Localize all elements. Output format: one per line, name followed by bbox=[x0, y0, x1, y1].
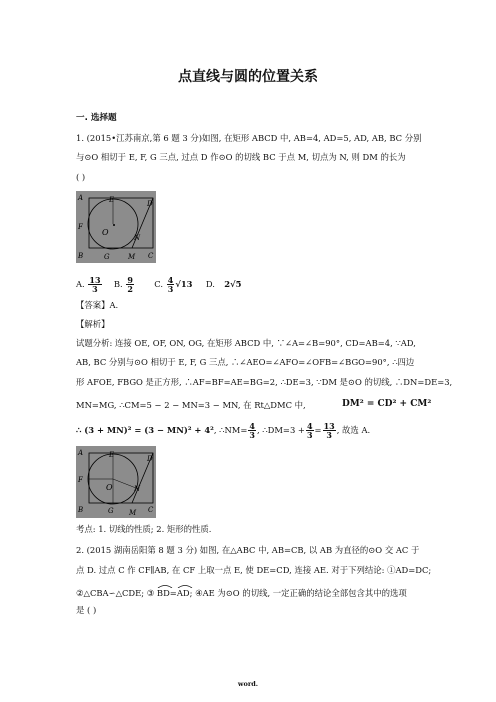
option-c-num: 4 bbox=[167, 275, 174, 285]
option-a-value bbox=[88, 276, 101, 293]
fig1-label-n: N bbox=[134, 234, 141, 242]
fig2-label-d: D bbox=[147, 455, 153, 463]
q2-line-3 bbox=[76, 585, 407, 599]
fig2-label-f: F bbox=[78, 476, 83, 484]
page-title: 点直线与圆的位置关系 bbox=[178, 69, 318, 85]
q1-kaodian: 考点: 1. 切线的性质; 2. 矩形的性质. bbox=[76, 524, 212, 534]
option-c-radical: √13 bbox=[175, 279, 193, 289]
arc-equals: = bbox=[169, 588, 177, 598]
q2-line-3b: ; ④AE 为⊙O 的切线, 一定正确的结论全部包含其中的选项 bbox=[189, 588, 407, 598]
fig1-label-f: F bbox=[78, 223, 83, 231]
q2-line-1: 2. (2015 湖南岳阳第 8 题 3 分) 如图, 在△ABC 中, AB=CB, 以 AB 为直径的⊙O 交 AC 于 bbox=[76, 545, 420, 555]
arc-ad-text: AD bbox=[176, 588, 190, 598]
fig2-label-g: G bbox=[108, 507, 114, 515]
nm-den: 3 bbox=[249, 430, 255, 440]
arc-bd-mark bbox=[157, 584, 173, 588]
q2-line-2: 点 D. 过点 C 作 CF∥AB, 在 CF 上取一点 E, 使 DE=CD, 连接 AE. 对于下列结论: ①AD=DC; bbox=[76, 565, 432, 575]
arc-bd-text: BD bbox=[156, 588, 170, 598]
option-c-frac bbox=[167, 276, 175, 293]
option-c-den: 3 bbox=[167, 284, 174, 294]
fig1-label-e: E bbox=[109, 196, 115, 204]
fig1-label-b: B bbox=[78, 252, 84, 260]
q1-analysis-line-4: MN=MG, ∴CM=5 − 2 − MN=3 − MN, 在 Rt△DMC 中, bbox=[76, 400, 306, 410]
q1-line-3: ( ) bbox=[76, 172, 86, 182]
fig1-label-o: O bbox=[102, 228, 109, 237]
fig2-label-m: M bbox=[129, 509, 137, 517]
q2-line-4: 是 ( ) bbox=[76, 605, 97, 615]
dm-den-1: 3 bbox=[306, 430, 313, 440]
figure-1 bbox=[76, 191, 156, 263]
option-a-den: 3 bbox=[92, 284, 98, 294]
fig2-label-o: O bbox=[106, 483, 113, 492]
page-footer: word. bbox=[237, 680, 259, 688]
arc-bd bbox=[157, 585, 170, 599]
q1-line-2: 与⊙O 相切于 E, F, G 三点, 过点 D 作⊙O 的切线 BC 于点 M, 切点为 N, 则 DM 的长为 bbox=[76, 152, 406, 162]
fig2-label-b: B bbox=[78, 506, 84, 514]
q1-formula-1: DM² = CD² + CM² bbox=[342, 399, 432, 409]
q1-analysis-line-2: AB, BC 分别与⊙O 相切于 E, F, G 三点, ∴∠AEO=∠AFO=∠OFB=∠BGO=90°, ∴四边 bbox=[76, 357, 415, 367]
fig2-label-e: E bbox=[109, 451, 115, 459]
fig1-label-a: A bbox=[78, 194, 84, 202]
nm-fraction bbox=[248, 422, 256, 439]
arc-ad-mark bbox=[177, 584, 193, 588]
fig1-label-g: G bbox=[104, 253, 110, 261]
q1-formula-2a: ∴ (3 + MN)² = (3 − MN)² + 4² bbox=[76, 425, 214, 435]
option-a-label: A. bbox=[76, 279, 85, 289]
figure-2-drawing bbox=[76, 446, 156, 518]
q1-formula-2c: , ∴DM=3 + bbox=[256, 425, 305, 435]
arc-ad bbox=[177, 585, 190, 599]
q1-analysis-line-3: 形 AFOE, FBGO 是正方形, ∴AF=BF=AE=BG=2, ∴DE=3, ∵DM 是⊙O 的切线, ∴DN=DE=3, bbox=[76, 377, 453, 387]
q1-formula-2e: , 故选 A. bbox=[336, 425, 371, 435]
dm-fraction-2 bbox=[323, 422, 336, 439]
nm-num: 4 bbox=[249, 421, 255, 431]
fig2-label-a: A bbox=[78, 449, 84, 457]
q1-analysis-line-1: 试题分析: 连接 OE, OF, ON, OG, 在矩形 ABCD 中, ∵∠A=∠B=90°, CD=AB=4, ∵AD, bbox=[76, 338, 416, 348]
option-d-value: 2√5 bbox=[224, 279, 242, 289]
q1-formula-line bbox=[76, 420, 370, 440]
option-b-den: 2 bbox=[127, 284, 133, 294]
option-a-num: 13 bbox=[89, 275, 101, 285]
q1-formula-2b: , ∴NM= bbox=[213, 425, 248, 435]
dm-fraction-1 bbox=[306, 422, 314, 439]
q1-options bbox=[76, 274, 241, 294]
option-d-label: D. bbox=[205, 279, 215, 289]
section-heading: 一. 选择题 bbox=[76, 113, 117, 123]
q1-answer: 【答案】A. bbox=[76, 300, 119, 310]
fig1-label-c: C bbox=[148, 252, 154, 260]
option-b-value bbox=[126, 276, 134, 293]
fig1-label-m: M bbox=[128, 253, 136, 261]
fig1-label-d: D bbox=[147, 200, 153, 208]
q1-formula-2d: = bbox=[314, 425, 322, 435]
dm-den-2: 3 bbox=[326, 430, 332, 440]
option-b-num: 9 bbox=[127, 275, 133, 285]
q2-line-3a: ②△CBA∽△CDE; ③ bbox=[76, 588, 155, 598]
option-b-label: B. bbox=[113, 279, 123, 289]
q1-analysis-heading: 【解析】 bbox=[76, 319, 110, 329]
dm-num-1: 4 bbox=[306, 421, 313, 431]
figure-1-drawing bbox=[76, 191, 156, 263]
q1-line-1: 1. (2015•江苏南京,第 6 题 3 分)如图, 在矩形 ABCD 中, AB=4, AD=5, AD, AB, BC 分别 bbox=[76, 133, 422, 143]
fig2-label-n: N bbox=[134, 485, 141, 493]
fig2-label-c: C bbox=[148, 506, 154, 514]
dm-num-2: 13 bbox=[323, 421, 335, 431]
figure-2 bbox=[76, 446, 156, 518]
option-c-label: C. bbox=[154, 279, 164, 289]
